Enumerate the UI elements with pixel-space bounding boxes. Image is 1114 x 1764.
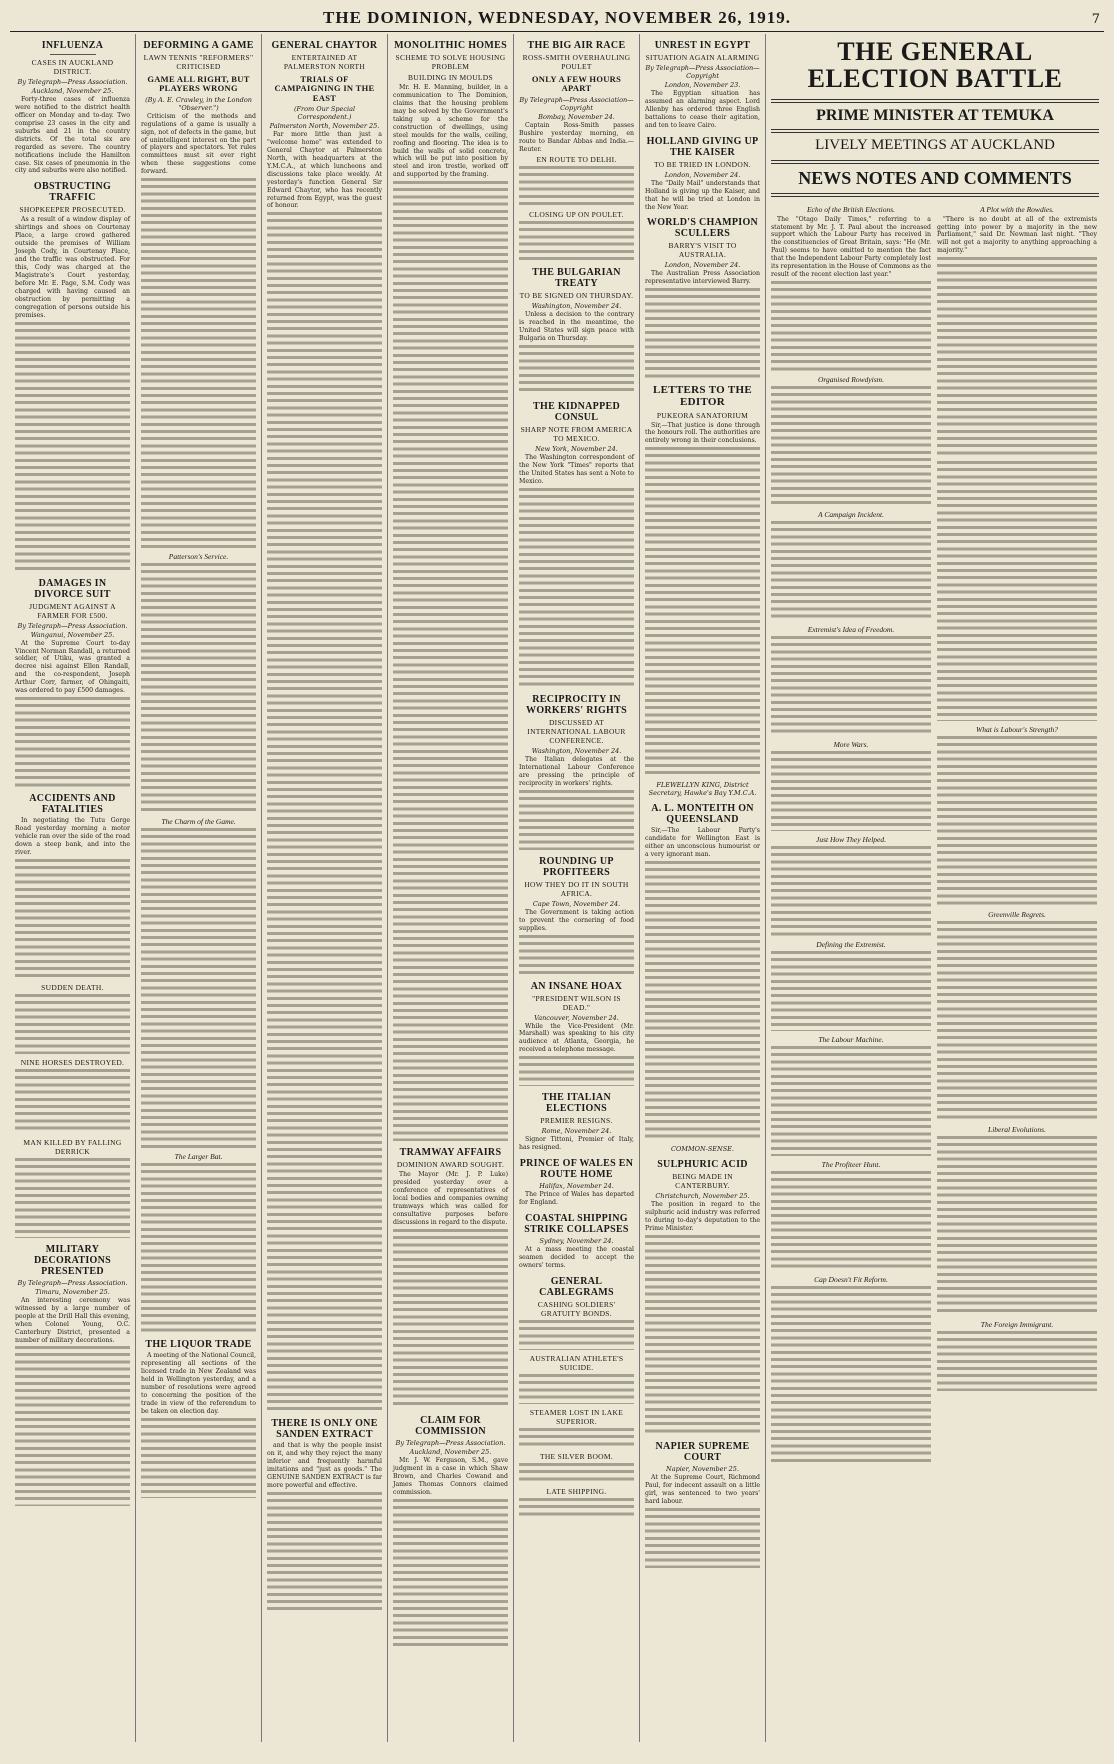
text-block [141,563,256,813]
article-body: A meeting of the National Council, representing all sections of the licensed trade in New Zealand was held in Wellington yesterday, and a number of resolutions were agreed to concerning the position of the trade in view of the referendum to be taken on election day. [141,1352,256,1415]
subhead: DISCUSSED AT INTERNATIONAL LABOUR CONFERENCE. [527,717,626,745]
text-block [15,859,130,979]
text-block [937,921,1097,1121]
main-headline: THE GENERAL ELECTION BATTLE [807,37,1063,94]
byline: (By A. E. Crawley, in the London "Observer.") [145,95,252,112]
article-sulphuric [645,1159,760,1435]
article-body: Mr. H. E. Manning, builder, in a communication to The Dominion, claims that the housing problem may be solved by the Government's taking up a scheme for the construction of dwellings, using steel moulds for the walls, ceiling, roofing and flooring. The idea is to build the walls of solid concrete, which will be put into position by steel and iron trestle, worked off and supported by the framing. [393,84,508,179]
byline: By Telegraph—Press Association. [395,1438,506,1447]
headline: LETTERS TO THE EDITOR [653,384,752,409]
dateline: Washington, November 24. [531,746,622,755]
text-block [15,1158,130,1238]
subhead: The Labour Machine. [818,1035,884,1045]
headline: UNREST IN EGYPT [654,40,751,51]
subhead: The Foreign Immigrant. [980,1320,1054,1330]
signature: COMMON-SENSE. [671,1145,734,1154]
article-body: Mr. J. W. Ferguson, S.M., gave judgment in a case in which Shaw Brown, and Charles Cowand and James Thomas Connors claimed commission. [393,1456,508,1496]
subhead: DOMINION AWARD SOUGHT. [396,1160,505,1170]
text-block [645,288,760,378]
dateline: Vancouver, November 24. [534,1013,619,1022]
text-block [267,212,382,1412]
main-subhead-3: NEWS NOTES AND COMMENTS [798,167,1072,188]
article-body: The Prince of Wales has departed for England. [519,1191,634,1207]
headline: NAPIER SUPREME COURT [655,1440,750,1463]
article-reciprocity [519,694,634,850]
headline: CLAIM FOR COMMISSION [415,1414,486,1437]
text-block [645,447,760,777]
text-block [393,1499,508,1649]
subhead: Patterson's Service. [168,552,229,562]
byline: By Telegraph—Press Association—Copyright [645,64,760,80]
article-body: "There is no doubt at all of the extremists getting into power by a majority in the new Parliament," said Dr. Newman last night. "They will not get a majority to anything approaching a majority." [937,215,1097,255]
text-block [771,846,931,936]
article-sanden [267,1418,382,1612]
text-block [771,751,931,831]
text-block [771,636,931,736]
headline: ROUNDING UP PROFITEERS [539,855,614,878]
article-body: Sir,—That justice is done through the honours roll. The authorities are entirely wrong in their conclusions. [645,421,760,445]
subhead: CASES IN AUCKLAND DISTRICT. [31,58,114,76]
text-block [519,345,634,395]
article-body: Captain Ross-Smith passes Bushire yesterday morning, en route to Bandar Abbas and India.—Reuter. [519,121,634,153]
subhead: CASHING SOLDIERS' GRATUITY BONDS. [537,1299,616,1318]
text-block [771,281,931,371]
article-claim [393,1415,508,1649]
article-body: and that is why the people insist on it, and why they reject the many inferior and frequently harmful imitations and "just as goods." The GENUINE SANDEN EXTRACT is far more powerful and effective. [267,1442,382,1490]
article-body: The "Otago Daily Times," referring to a statement by Mr. J. T. Paul about the increased support which the Labour Party has received in the constituencies of Great Britain, says: "He (Mr. Paul) seems to have omitted to mention the fact that the Independent Labour Party completely lost its representation in the House of Commons as the result of the recent election last year." [771,215,931,279]
main-subhead: PRIME MINISTER AT TEMUKA [816,106,1054,124]
page-number: 7 [1091,12,1100,27]
article-chaytor [267,40,382,1412]
dateline: Christchurch, November 25. [655,1192,750,1201]
article-body: At a mass meeting the coastal seamen decided to accept the owners' terms. [519,1246,634,1269]
text-block [519,1498,634,1518]
headline: DAMAGES IN DIVORCE SUIT [34,577,111,600]
subhead: LATE SHIPPING. [546,1486,607,1496]
text-block [771,521,931,621]
subhead: JUDGMENT AGAINST A FARMER FOR £500. [29,601,116,620]
article-accidents [15,793,130,1238]
headline: THE KIDNAPPED CONSUL [533,401,620,424]
subhead: ROSS-SMITH OVERHAULING POULET [522,53,631,71]
subhead: TO BE TRIED IN LONDON. [654,159,751,169]
headline: OBSTRUCTING TRAFFIC [33,181,112,204]
dateline: Rome, November 24. [541,1127,612,1136]
headline: WORLD'S CHAMPION SCULLERS [646,217,759,240]
text-block [937,257,1097,457]
article-monolithic [393,40,508,1141]
article-bulgarian [519,267,634,395]
article-body: The Washington correspondent of the New York "Times" reports that the United States has sent a Note to Mexico. [519,454,634,485]
article-body: In negotiating the Tutu Gorge Road yesterday morning a motor vehicle ran over the side of the road down a steep bank, and into the river. [15,817,130,856]
article-tramway [393,1147,508,1409]
article-coastal [519,1213,634,1270]
text-block [645,1235,760,1435]
article-napier [645,1441,760,1568]
subhead: SHOPKEEPER PROSECUTED. [19,205,126,215]
article-body: The Egyptian situation has assumed an alarming aspect. Lord Allenby has ordered three English battalions to cease their agitation, and ten to leave Cairo. [645,90,760,129]
text-block [937,461,1097,721]
article-body: While the Vice-President (Mr. Marshall) was speaking to his city audience at Atlanta, Georgia, he received a telephone message. [519,1022,634,1054]
subhead: PREMIER RESIGNS. [540,1116,613,1126]
byline: (From Our Special Correspondent.) [293,105,356,122]
article-profiteers [519,856,634,975]
headline: GENERAL CHAYTOR [271,40,378,51]
article-military [15,1244,130,1507]
article-deforming [141,40,256,1333]
subhead: PUKEORA SANATORIUM [656,410,749,420]
byline: By Telegraph—Press Association—Copyright [519,95,634,112]
dateline: London, November 24. [664,170,741,179]
headline: A. L. MONTEITH ON QUEENSLAND [651,803,754,826]
subhead: The Larger Bat. [174,1152,223,1162]
column-3 [262,34,388,1742]
subhead: "PRESIDENT WILSON IS DEAD." [532,993,621,1012]
text-block [519,1320,634,1350]
subhead: AUSTRALIAN ATHLETE'S SUICIDE. [529,1353,624,1372]
text-block [15,1346,130,1506]
headline: TRAMWAY AFFAIRS [399,1147,502,1159]
subhead: NINE HORSES DESTROYED. [20,1057,125,1067]
headline: THE BULGARIAN TREATY [532,267,621,290]
headline: GENERAL CABLEGRAMS [539,1275,614,1298]
text-block [519,1056,634,1086]
subhead: BEING MADE IN CANTERBURY. [672,1172,733,1191]
subhead: SHARP NOTE FROM AMERICA TO MEXICO. [520,425,633,444]
headline: COASTAL SHIPPING STRIKE COLLAPSES [524,1213,629,1235]
headline: THERE IS ONLY ONE SANDEN EXTRACT [271,1418,378,1441]
text-block [267,1492,382,1612]
byline: By Telegraph—Press Association. [17,78,128,86]
subhead-2: BUILDING IN MOULDS [408,73,493,82]
text-block [15,322,130,572]
text-block [519,1463,634,1483]
article-divorce [15,578,130,788]
text-block [141,828,256,1148]
subhead: What is Labour's Strength? [976,725,1058,735]
article-body: An interesting ceremony was witnessed by a large number of people at the Drill Hall this evening, when Colonel Young, O.C. Canterbury District, presented a number of military decorations. [15,1296,130,1344]
subhead: SCHEME TO SOLVE HOUSING PROBLEM [395,53,506,71]
election-left [771,201,931,1471]
subhead: Cap Doesn't Fit Reform. [814,1275,888,1285]
article-body: The "Daily Mail" understands that Holland is giving up the Kaiser, and that he will be tried at London in the New Year. [645,179,760,211]
subhead: ENTERTAINED AT PALMERSTON NORTH [283,53,366,71]
article-body: Sir,—The Labour Party's candidate for Wellington East is either an unconscious humourist or a very ignorant man. [645,827,760,859]
text-block [771,951,931,1031]
article-champion [645,217,760,378]
column-6 [640,34,766,1742]
text-block [771,1046,931,1156]
article-kidnapped [519,401,634,688]
subhead: Extremist's Idea of Freedom. [807,625,895,635]
subhead: A Campaign Incident. [818,510,884,520]
article-holland [645,136,760,212]
headline: MONOLITHIC HOMES [394,40,507,51]
article-body: Forty-three cases of influenza were notified to the district health officer on Monday and to-day. Two comprise 23 cases in the city and suburbs and 21 in the country districts. Of the total six are regarded as severe. The country notifications include the Hamilton case. Six cases of pneumonia in the city and suburbs were also notified. [15,96,130,175]
text-block [393,181,508,1141]
article-cablegrams [519,1276,634,1518]
subhead: More Wars. [833,740,869,750]
columns [10,34,1104,1742]
article-body: The Italian delegates at the International Labour Conference are pressing the principle of reciprocity in workers' rights. [519,755,634,787]
dateline: Timaru, November 25. [35,1287,110,1296]
headline: AN INSANE HOAX [530,980,623,992]
subhead: Defining the Extremist. [816,940,886,950]
masthead [10,8,1104,32]
article-body: The Australian Press Association representative interviewed Barry. [645,270,760,286]
subhead: LAWN TENNIS "REFORMERS" CRITICISED [143,53,254,71]
subhead: SUDDEN DEATH. [41,982,104,992]
dateline: Washington, November 24. [531,302,622,311]
dateline: Palmerston North, November 25. [269,122,380,131]
text-block [771,386,931,506]
article-body: Signor Tittoni, Premier of Italy, has resigned. [519,1136,634,1152]
text-block [771,1286,931,1466]
headline: HOLLAND GIVING UP THE KAISER [646,135,759,158]
dateline: Bombay, November 24. [538,112,615,121]
headline: RECIPROCITY IN WORKERS' RIGHTS [526,693,627,716]
headline: THE ITALIAN ELECTIONS [542,1092,611,1115]
subhead: STEAMER LOST IN LAKE SUPERIOR. [529,1407,624,1426]
article-body: The Government is taking action to prevent the cornering of food supplies. [519,908,634,932]
dateline: Halifax, November 24. [539,1182,614,1191]
headline: PRINCE OF WALES EN ROUTE HOME [519,1158,634,1181]
text-block [141,178,256,548]
text-block [15,697,130,787]
article-traffic [15,181,130,571]
text-block [393,1229,508,1409]
dateline: Auckland, November 25. [31,87,114,95]
article-influenza [15,40,130,175]
subhead: Greenville Regrets. [988,910,1046,920]
text-block [15,1069,130,1134]
byline: By Telegraph—Press Association. [17,1278,128,1287]
text-block [141,1418,256,1498]
dateline: London, November 24. [664,261,741,270]
column-4 [388,34,514,1742]
article-body: Criticism of the methods and regulations of a game is usually a sign, not of defects in the game, but of unintelligent interest on the part of players and spectators. Yet rules committees must sit ever right when these suggestions come forward. [141,112,256,176]
text-block [771,1171,931,1271]
masthead-title: THE DOMINION, WEDNESDAY, NOVEMBER 26, 1919. [323,8,791,27]
byline: By Telegraph—Press Association. [17,621,128,630]
text-block [519,1428,634,1448]
article-body: The position in regard to the sulphuric acid industry was referred to during to-day's deputation to the Prime Minister. [645,1201,760,1232]
headline: DEFORMING A GAME [143,40,254,51]
dateline: London, November 23. [664,81,741,89]
column-2 [136,34,262,1742]
subhead: Echo of the British Elections. [806,204,896,214]
subhead: THE SILVER BOOM. [539,1451,614,1461]
dateline: Napier, November 25. [666,1464,739,1473]
article-airrace [519,40,634,261]
subhead: Just How They Helped. [816,835,886,845]
subhead: A Plot with the Rowdies. [980,204,1054,214]
article-body: At the Supreme Court, Richmond Paul, for indecent assault on a little girl, was sentenced to two years' hard labour. [645,1473,760,1505]
article-body: As a result of a window display of shirtings and shoes on Courtenay Place, a large crowd gathered outside the premises of William Joseph Cody, in Courtenay Place, and the traffic was obstructed. For this, Cody was charged at the Magistrate's Court yesterday, before Mr. E. Page, S.M. Cody was charged with having caused an obstruction by permitting a congregation of persons outside his premises. [15,216,130,319]
dateline: Cape Town, November 24. [532,899,621,908]
dateline: New York, November 24. [535,445,618,454]
text-block [519,221,634,261]
subhead-2: ONLY A FEW HOURS APART [531,74,622,94]
article-prince [519,1158,634,1207]
text-block [937,1136,1097,1316]
article-italian [519,1092,634,1152]
article-queensland [645,803,760,1153]
text-block [645,1508,760,1568]
headline: ACCIDENTS AND FATALITIES [29,793,116,816]
text-block [141,1163,256,1333]
text-block [519,935,634,975]
article-liquor [141,1339,256,1498]
article-egypt [645,40,760,130]
text-block [645,861,760,1141]
headline: THE BIG AIR RACE [527,40,626,51]
subhead: The Charm of the Game. [161,817,236,827]
subhead: EN ROUTE TO DELHI. [536,155,617,165]
headline: MILITARY DECORATIONS PRESENTED [33,1243,112,1277]
subhead: CLOSING UP ON POULET. [529,210,624,220]
article-hoax [519,981,634,1087]
subhead: Liberal Evolutions. [988,1125,1046,1135]
dateline: Sydney, November 24. [539,1237,614,1245]
subhead: The Profiteer Hunt. [821,1160,881,1170]
subhead-2: GAME ALL RIGHT, BUT PLAYERS WRONG [147,74,250,94]
text-block [519,1374,634,1404]
headline: THE LIQUOR TRADE [145,1339,252,1351]
subhead-2: TRIALS OF CAMPAIGNING IN THE EAST [274,74,375,103]
column-1 [10,34,136,1742]
subhead: TO BE SIGNED ON THURSDAY. [519,291,634,301]
text-block [937,736,1097,906]
article-body: Far more little than just a "welcome home" was extended to General Chaytor at Palmerston North, with headquarters at the Y.M.C.A., at which luncheons and discussions take place weekly. At yesterday's function General Sir Edward Chaytor, who has recently returned from Egypt, was the guest of honour. [267,131,382,210]
headline: INFLUENZA [41,40,104,51]
headline: SULPHURIC ACID [657,1159,748,1171]
dateline: Auckland, November 25. [409,1447,492,1456]
subhead: MAN KILLED BY FALLING DERRICK [23,1137,122,1156]
column-election [766,34,1104,1742]
text-block [937,1331,1097,1391]
newspaper-page [10,8,1104,1748]
article-body: At the Supreme Court to-day Vincent Norman Randall, a returned soldier, of Utiku, was granted a decree nisi against Ellen Randall, and the co-respondent, Joseph Arthur Corr, farmer, of Ohingaiti, was ordered to pay £500 damages. [15,639,130,695]
election-right [937,201,1097,1471]
text-block [519,166,634,206]
article-body: The Mayor (Mr. J. P. Luke) presided yesterday over a conference of representatives of local bodies and companies owning tramways which was called for consultative purposes before discussions in regard to the dispute. [393,1171,508,1226]
subhead: Organised Rowdyism. [818,375,884,385]
text-block [519,790,634,850]
election-subcolumns [771,201,1099,1471]
text-block [519,488,634,688]
subhead: BARRY'S VISIT TO AUSTRALIA. [668,241,737,260]
subhead: SITUATION AGAIN ALARMING [645,53,760,62]
dateline: Wanganui, November 25. [30,630,115,639]
subhead: HOW THEY DO IT IN SOUTH AFRICA. [524,879,629,898]
column-5 [514,34,640,1742]
signature: FLEWELLYN KING, District Secretary, Hawke's Bay Y.M.C.A. [648,781,757,798]
article-letters [645,384,760,797]
text-block [15,994,130,1054]
main-subhead-2: LIVELY MEETINGS AT AUCKLAND [815,136,1055,153]
article-body: Unless a decision to the contrary is reached in the meantime, the United States will sign peace with Bulgaria on Thursday. [519,311,634,343]
